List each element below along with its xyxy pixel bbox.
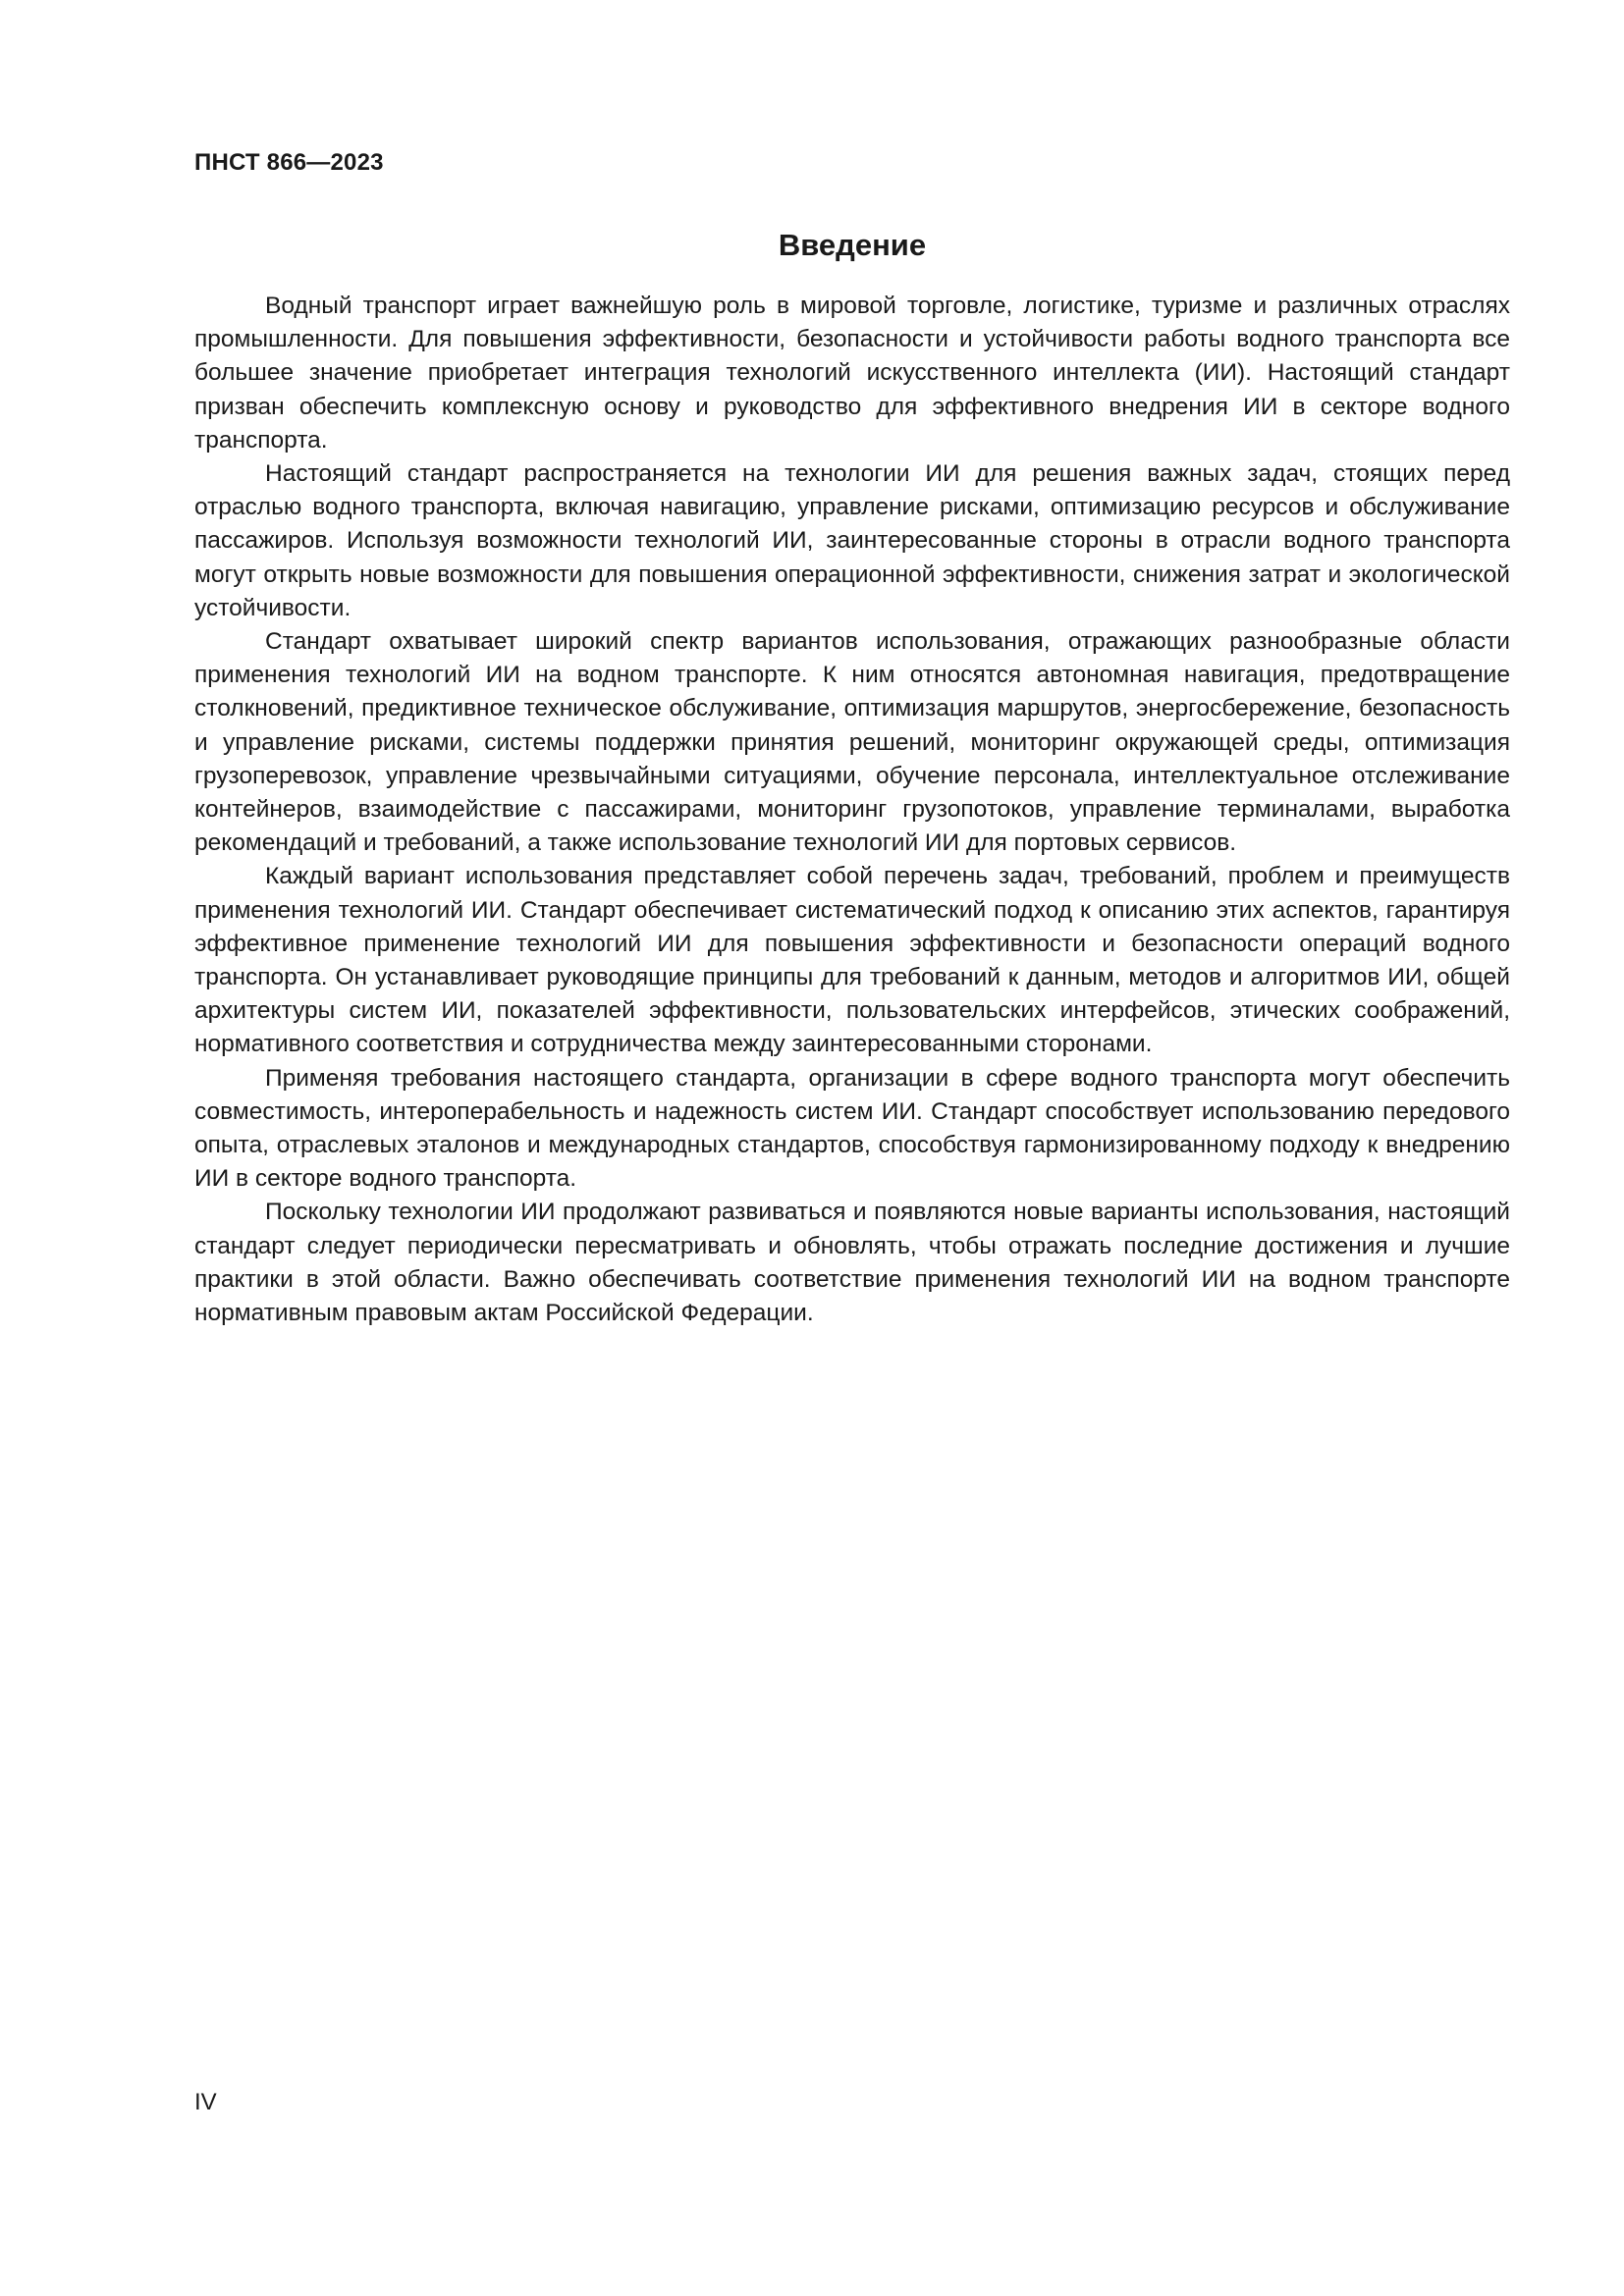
paragraph: Поскольку технологии ИИ продолжают развиваться и появляются новые варианты использования, настоящий стандарт следует периодически пересматривать и обновлять, чтобы отражать последние достижения и лучшие практики в этой области. Важно обеспечивать соответствие применения технологий ИИ на водном транспорте нормативным правовым актам Российской Федерации.: [194, 1199, 1510, 1327]
page-number: IV: [194, 2089, 217, 2115]
paragraph: Каждый вариант использования представляет собой перечень задач, требований, проблем и преимуществ применения технологий ИИ. Стандарт обеспечивает систематический подход к описанию этих аспектов, гарантируя эффективное применение технологий ИИ для повышения эффективности и безопасности операций водного транспорта. Он устанавливает руководящие принципы для требований к данным, методов и алгоритмов ИИ, общей архитектуры систем ИИ, показателей эффективности, пользовательских интерфейсов, этических соображений, нормативного соответствия и сотрудничества между заинтересованными сторонами.: [194, 863, 1510, 1058]
paragraph: Настоящий стандарт распространяется на технологии ИИ для решения важных задач, стоящих перед отраслью водного транспорта, включая навигацию, управление рисками, оптимизацию ресурсов и обслуживание пассажиров. Используя возможности технологий ИИ, заинтересованные стороны в отрасли водного транспорта могут открыть новые возможности для повышения операционной эффективности, снижения затрат и экологической устойчивости.: [194, 460, 1510, 621]
section-body: [194, 290, 1510, 1330]
paragraph: Водный транспорт играет важнейшую роль в мировой торговле, логистике, туризме и различных отраслях промышленности. Для повышения эффективности, безопасности и устойчивости работы водного транспорта все большее значение приобретает интеграция технологий искусственного интеллекта (ИИ). Настоящий стандарт призван обеспечить комплексную основу и руководство для эффективного внедрения ИИ в секторе водного транспорта.: [194, 293, 1510, 454]
paragraph: Применяя требования настоящего стандарта, организации в сфере водного транспорта могут обеспечить совместимость, интероперабельность и надежность систем ИИ. Стандарт способствует использованию передового опыта, отраслевых эталонов и международных стандартов, способствуя гармонизированному подходу к внедрению ИИ в секторе водного транспорта.: [194, 1064, 1510, 1193]
section-title: Введение: [778, 228, 927, 262]
document-code: ПНСТ 866—2023: [194, 149, 384, 176]
paragraph: Стандарт охватывает широкий спектр вариантов использования, отражающих разнообразные области применения технологий ИИ на водном транспорте. К ним относятся автономная навигация, предотвращение столкновений, предиктивное техническое обслуживание, оптимизация маршрутов, энергосбережение, безопасность и управление рисками, системы поддержки принятия решений, мониторинг окружающей среды, оптимизация грузоперевозок, управление чрезвычайными ситуациями, обучение персонала, интеллектуальное отслеживание контейнеров, взаимодействие с пассажирами, мониторинг грузопотоков, управление терминалами, выработка рекомендаций и требований, а также использование технологий ИИ для портовых сервисов.: [194, 628, 1510, 857]
